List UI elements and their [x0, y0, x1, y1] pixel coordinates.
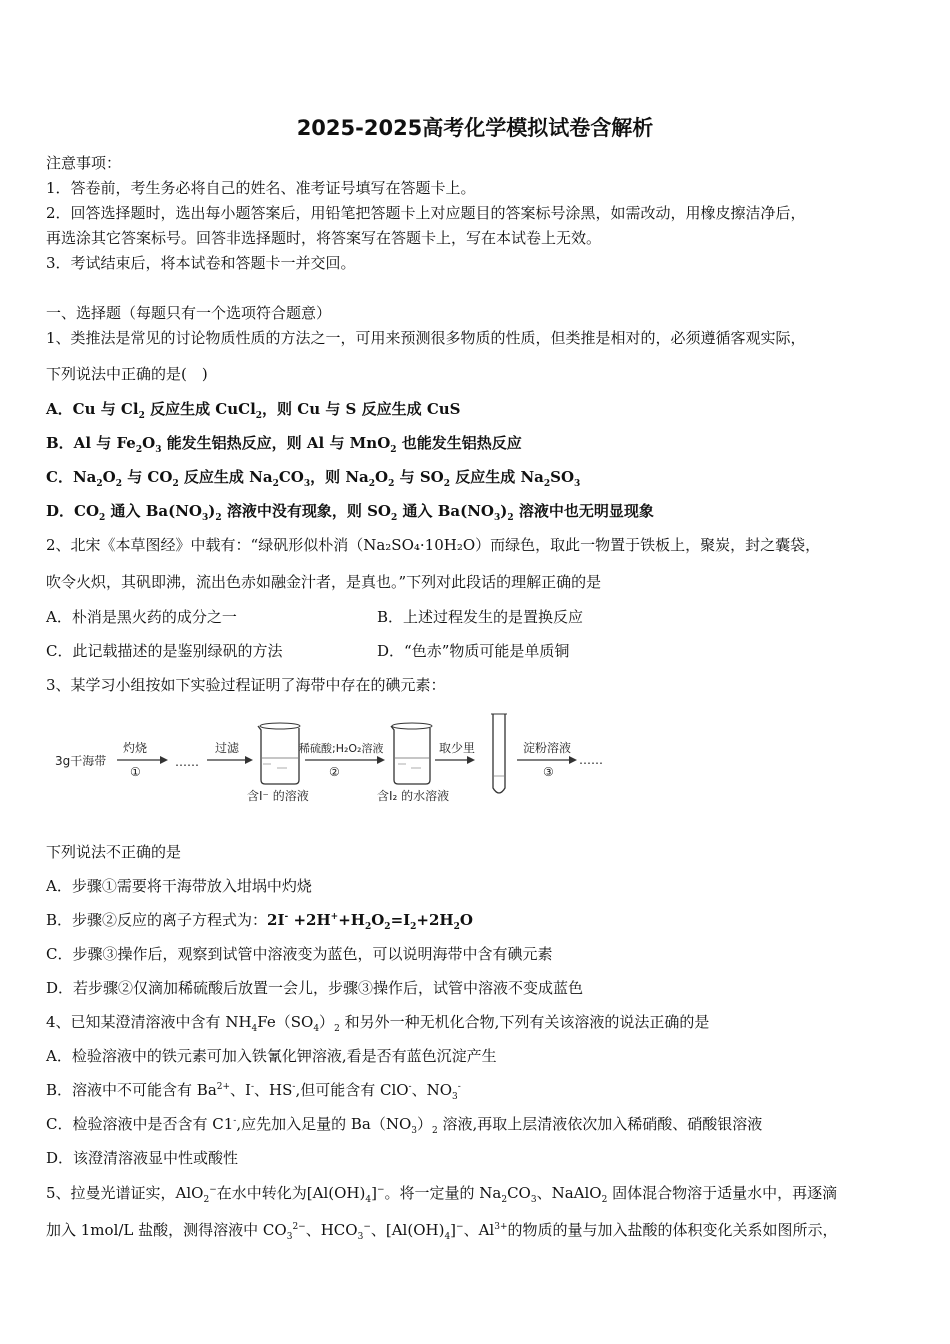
flow-arrowhead-1 — [160, 756, 168, 764]
notice-item-1: 1．答卷前，考生务必将自己的姓名、准考证号填写在答题卡上。 — [46, 179, 476, 197]
q3-option-b-text: B．步骤②反应的离子方程式为： — [46, 911, 268, 929]
flow-arrowhead-5 — [569, 756, 577, 764]
q2-option-c: C．此记载描述的是鉴别绿矾的方法 — [46, 642, 283, 660]
test-tube-icon — [491, 714, 507, 793]
beaker-1-icon — [258, 723, 300, 784]
q4-option-a: A．检验溶液中的铁元素可加入铁氰化钾溶液,看是否有蓝色沉淀产生 — [46, 1047, 497, 1065]
q1-option-a: A．Cu 与 $Cl_2$ 反应生成 CuCl$_2$，则 Cu 与 S 反应生成 CuS — [46, 400, 461, 421]
q4-option-d: D．该澄清溶液显中性或酸性 — [46, 1149, 239, 1167]
flow-start-label: 3g干海带 — [55, 754, 107, 768]
flow-filter-label: 过滤 — [215, 741, 240, 755]
q3-flow-diagram — [55, 712, 615, 812]
notice-heading: 注意事项： — [46, 154, 122, 172]
flow-step3-label: 淀粉溶液 — [523, 741, 572, 755]
q2-option-a: A．朴消是黑火药的成分之一 — [46, 608, 237, 626]
q5-stem-cont: 加入 1mol/L 盐酸，测得溶液中 $CO_3^{2-}$、$HCO_3^-$、$[Al(OH)_4]^-$、$Al^{3+}$的物质的量与加入盐酸的体积变化关系如图所示， — [46, 1221, 838, 1242]
beaker-1-caption: 含I⁻ 的溶液 — [247, 789, 309, 803]
q4-option-b: B．溶液中不可能含有 $Ba^{2+}$、I-、HS-,但可能含有 ClO-、$NO_3^-$ — [46, 1081, 461, 1102]
flow-arrowhead-4 — [467, 756, 475, 764]
q2-option-d: D．“色赤”物质可能是单质铜 — [377, 642, 570, 660]
q3-option-a: A．步骤①需要将干海带放入坩埚中灼烧 — [46, 877, 312, 895]
q3-stem: 3、某学习小组按如下实验过程证明了海带中存在的碘元素： — [46, 676, 446, 694]
q3-option-d: D．若步骤②仅滴加稀硫酸后放置一会儿，步骤③操作后，试管中溶液不变成蓝色 — [46, 979, 584, 997]
q4-option-c: C．检验溶液中是否含有 C1-,应先加入足量的 $Ba(NO_3)_2$ 溶液,再取上层清液依次加入稀硝酸、硝酸银溶液 — [46, 1115, 763, 1136]
flow-step2-num: ② — [329, 765, 340, 779]
section-title: 一、选择题（每题只有一个选项符合题意） — [46, 304, 332, 322]
beaker-2-icon — [391, 723, 432, 784]
flow-arrowhead-3 — [377, 756, 385, 764]
q1-stem-cont: 下列说法中正确的是( ) — [46, 365, 208, 383]
notice-item-2-cont: 再选涂其它答案标号。回答非选择题时，将答案写在答题卡上，写在本试卷上无效。 — [46, 229, 602, 247]
q3-option-b — [46, 910, 473, 930]
q2-stem-cont: 吹令火炽，其矾即沸，流出色赤如融金汁者，是真也。”下列对此段话的理解正确的是 — [46, 573, 602, 591]
q3-option-b-equation: $2I^- +2H^++H_2O_2=I_2+2H_2O$ — [267, 911, 473, 932]
flow-step1-num: ① — [130, 765, 141, 779]
q3-question: 下列说法不正确的是 — [46, 843, 182, 861]
q1-stem: 1、类推法是常见的讨论物质性质的方法之一，可用来预测很多物质的性质，但类推是相对的，必须遵循客观实际， — [46, 329, 806, 347]
q1-option-b: B．Al 与 $Fe_2O_3$ 能发生铝热反应，则 Al 与 MnO$_2$ 也能发生铝热反应 — [46, 434, 522, 455]
flow-end-dots: …… — [579, 753, 603, 767]
flow-arrowhead-2 — [245, 756, 253, 764]
flow-step1-label: 灼烧 — [123, 741, 148, 755]
flow-step3-num: ③ — [543, 765, 554, 779]
flow-take-label: 取少里 — [439, 741, 476, 755]
flow-step2-label: 稀硫酸;H₂O₂溶液 — [299, 742, 384, 755]
q1-option-c: C．$Na_2O_2$ 与 $CO_2$ 反应生成 $Na_2CO_3$，则 $Na_2O_2$ 与 $SO_2$ 反应生成 $Na_2SO_3$ — [46, 468, 581, 489]
page-title: 2025-2025高考化学模拟试卷含解析 — [296, 116, 654, 140]
q2-option-b: B．上述过程发生的是置换反应 — [377, 608, 584, 626]
q5-stem: 5、拉曼光谱证实，AlO$_2$−在水中转化为$[Al(OH)_4]^-$。将一定量的 $Na_2CO_3$、NaAlO$_2$ 固体混合物溶于适量水中，再逐滴 — [46, 1184, 838, 1205]
notice-item-3: 3．考试结束后，将本试卷和答题卡一并交回。 — [46, 254, 356, 272]
q3-option-c: C．步骤③操作后，观察到试管中溶液变为蓝色，可以说明海带中含有碘元素 — [46, 945, 553, 963]
beaker-2-caption: 含I₂ 的水溶液 — [377, 789, 450, 803]
q1-option-d: D．$CO_2$ 通入 $Ba(NO_3)_2$ 溶液中没有现象，则 $SO_2$ 通入 $Ba(NO_3)_2$ 溶液中也无明显现象 — [46, 502, 654, 523]
q2-stem: 2、北宋《本草图经》中载有：“绿矾形似朴消（Na₂SO₄·10H₂O）而绿色，取此一物置于铁板上，聚炭，封之囊袋， — [46, 536, 821, 554]
flow-dots: …… — [175, 755, 199, 769]
notice-item-2: 2．回答选择题时，选出每小题答案后，用铅笔把答题卡上对应题目的答案标号涂黑，如需改动，用橡皮擦洁净后， — [46, 204, 806, 222]
q4-stem: 4、已知某澄清溶液中含有 $NH_4Fe(SO_4)_2$ 和另外一种无机化合物,下列有关该溶液的说法正确的是 — [46, 1013, 710, 1034]
